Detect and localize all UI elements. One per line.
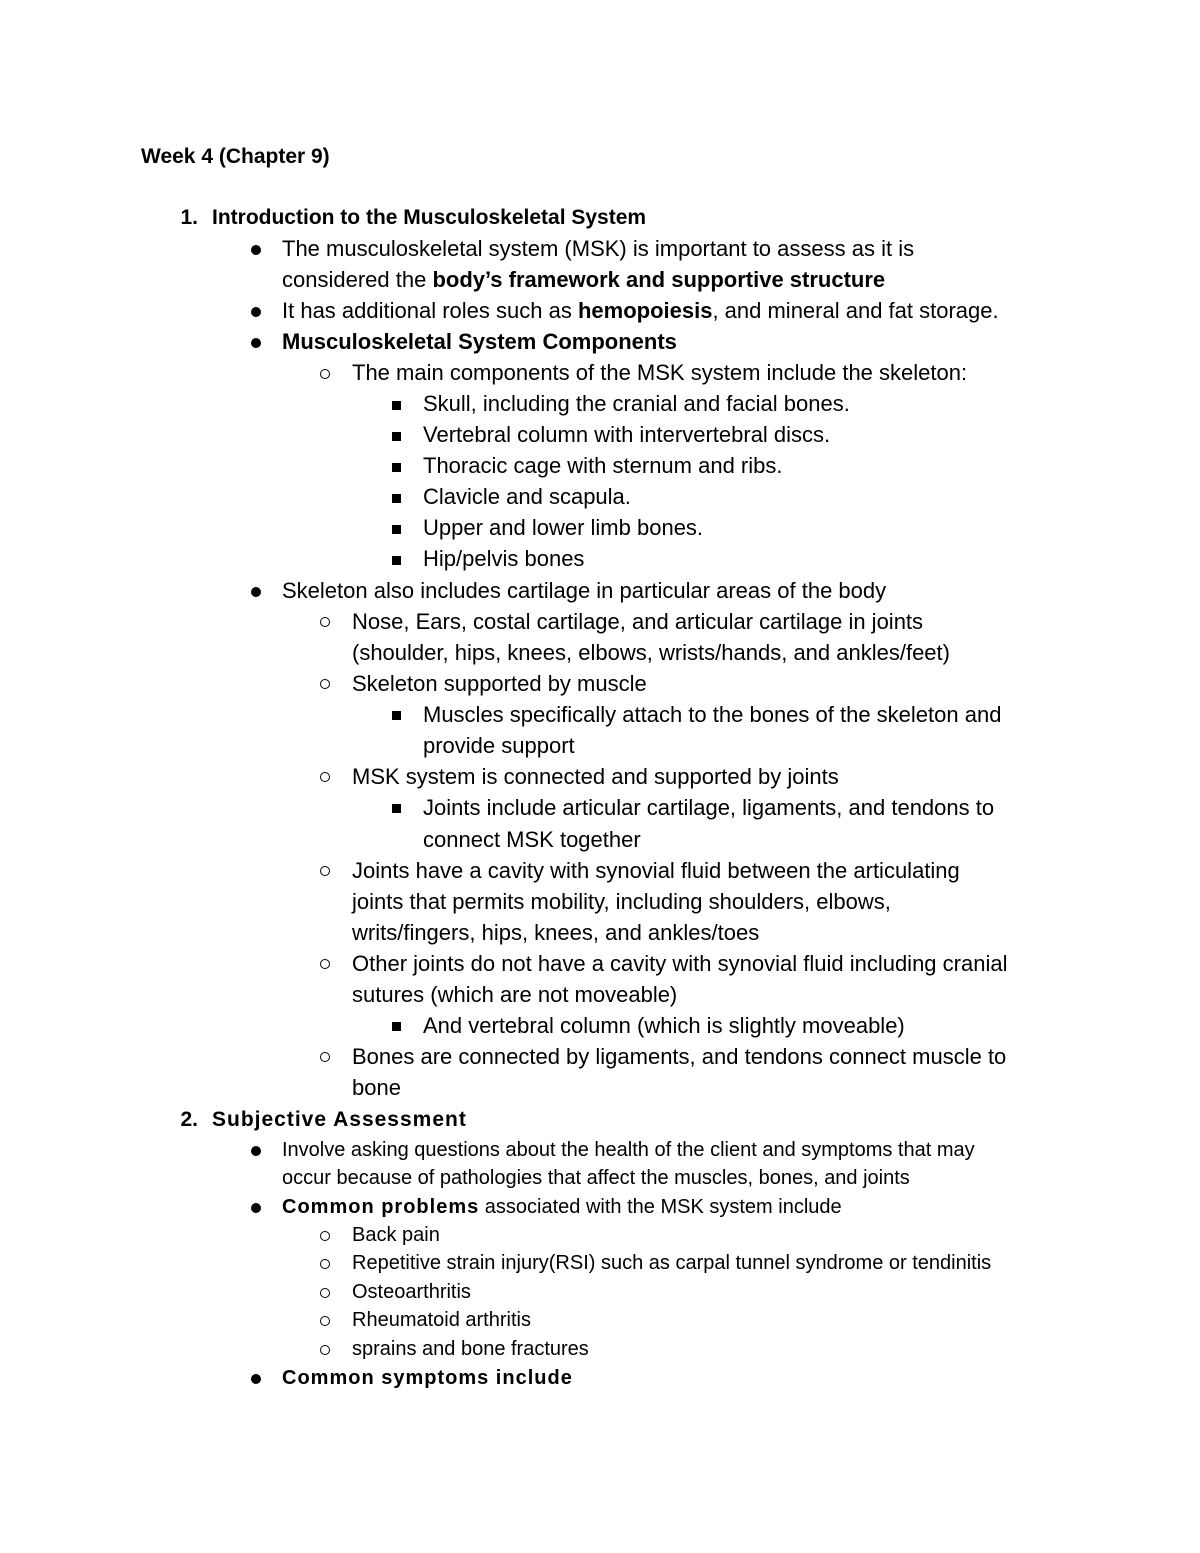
list-item-text: Common problems associated with the MSK system include	[282, 1196, 842, 1218]
bullet-circle	[320, 369, 330, 379]
bullet-square	[392, 804, 401, 813]
list-item-text: The main components of the MSK system include the skeleton:	[352, 360, 968, 385]
list-item-text: connect MSK together	[423, 827, 641, 852]
bullet-circle	[320, 617, 330, 627]
bullet-circle	[320, 679, 330, 689]
list-item-text: bone	[352, 1075, 401, 1100]
section-number: 2.	[180, 1108, 198, 1131]
bullet-square	[392, 1022, 401, 1031]
bullet-circle	[320, 959, 330, 969]
list-item-text: Skeleton also includes cartilage in particular areas of the body	[282, 578, 887, 603]
page-title: Week 4 (Chapter 9)	[141, 145, 330, 168]
list-item-text: Musculoskeletal System Components	[282, 329, 677, 354]
list-item-text: (shoulder, hips, knees, elbows, wrists/hands, and ankles/feet)	[352, 640, 950, 665]
list-item-text: Osteoarthritis	[352, 1281, 471, 1303]
list-item-text: Upper and lower limb bones.	[423, 515, 704, 540]
bullet-square	[392, 525, 401, 534]
bullet-square	[392, 401, 401, 410]
list-item-text: provide support	[423, 733, 575, 758]
list-item-text: Nose, Ears, costal cartilage, and articular cartilage in joints	[352, 609, 924, 634]
list-item-text: Rheumatoid arthritis	[352, 1309, 531, 1331]
bullet-disc	[251, 1203, 261, 1213]
bullet-circle	[320, 1288, 330, 1298]
bullet-square	[392, 556, 401, 565]
list-item-text: Hip/pelvis bones	[423, 546, 585, 571]
bullet-disc	[251, 1146, 261, 1156]
bullet-disc	[251, 1374, 261, 1384]
list-item-text: Skeleton supported by muscle	[352, 671, 647, 696]
list-item-text: The musculoskeletal system (MSK) is important to assess as it is	[282, 236, 915, 261]
list-item-text: writs/fingers, hips, knees, and ankles/toes	[352, 920, 760, 945]
list-item-text: Skull, including the cranial and facial bones.	[423, 391, 850, 416]
list-item-text: And vertebral column (which is slightly moveable)	[423, 1013, 905, 1038]
list-item-text: considered the body’s framework and supportive structure	[282, 267, 886, 292]
bullet-circle	[320, 1231, 330, 1241]
list-item-text: Thoracic cage with sternum and ribs.	[423, 453, 783, 478]
bullet-disc	[251, 338, 261, 348]
list-item-text: Bones are connected by ligaments, and tendons connect muscle to	[352, 1044, 1007, 1069]
bullet-square	[392, 711, 401, 720]
list-item-text: Other joints do not have a cavity with synovial fluid including cranial	[352, 951, 1008, 976]
bullet-disc	[251, 307, 261, 317]
list-item-text: Repetitive strain injury(RSI) such as carpal tunnel syndrome or tendinitis	[352, 1252, 992, 1274]
list-item-text: Joints include articular cartilage, ligaments, and tendons to	[423, 795, 995, 820]
bullet-circle	[320, 1259, 330, 1269]
list-item-text: Common symptoms include	[282, 1367, 573, 1389]
list-item-text: Involve asking questions about the health of the client and symptoms that may	[282, 1139, 975, 1161]
bullet-circle	[320, 1052, 330, 1062]
section-heading: Subjective Assessment	[212, 1108, 467, 1131]
bullet-circle	[320, 772, 330, 782]
list-item-text: Joints have a cavity with synovial fluid between the articulating	[352, 858, 960, 883]
bullet-square	[392, 494, 401, 503]
list-item-text: joints that permits mobility, including shoulders, elbows,	[352, 889, 891, 914]
list-item-text: Back pain	[352, 1224, 440, 1246]
bullet-disc	[251, 587, 261, 597]
list-item-text: sutures (which are not moveable)	[352, 982, 678, 1007]
list-item-text: MSK system is connected and supported by joints	[352, 764, 839, 789]
section-heading: Introduction to the Musculoskeletal System	[212, 206, 647, 229]
list-item-text: It has additional roles such as hemopoiesis, and mineral and fat storage.	[282, 298, 999, 323]
bullet-circle	[320, 1345, 330, 1355]
bullet-circle	[320, 1316, 330, 1326]
bullet-square	[392, 463, 401, 472]
section-number: 1.	[180, 206, 198, 229]
list-item-text: sprains and bone fractures	[352, 1338, 589, 1360]
bullet-square	[392, 432, 401, 441]
list-item-text: Vertebral column with intervertebral discs.	[423, 422, 831, 447]
list-item-text: Muscles specifically attach to the bones of the skeleton and	[423, 702, 1002, 727]
bullet-circle	[320, 866, 330, 876]
bullet-disc	[251, 245, 261, 255]
list-item-text: Clavicle and scapula.	[423, 484, 631, 509]
list-item-text: occur because of pathologies that affect the muscles, bones, and joints	[282, 1167, 910, 1189]
